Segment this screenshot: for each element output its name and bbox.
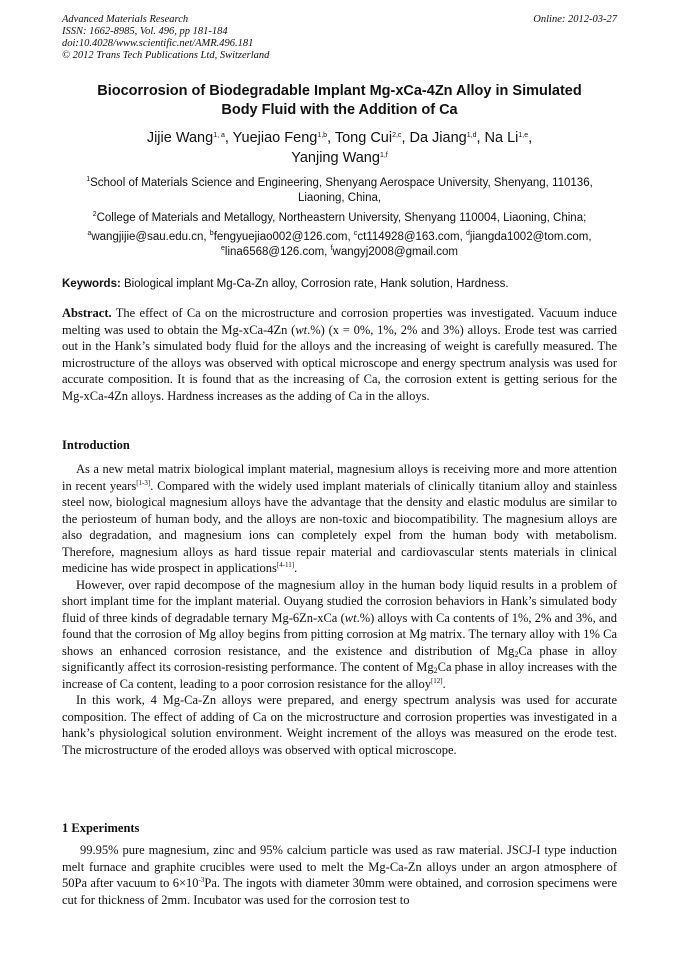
citation: [4-11] xyxy=(276,561,295,569)
email-address: ct114928@163.com, xyxy=(357,231,467,243)
keywords-text: Biological implant Mg-Ca-Zn alloy, Corrosion rate, Hank solution, Hardness. xyxy=(120,278,509,290)
abstract xyxy=(62,305,617,404)
abstract-text: The effect of Ca on the microstructure and corrosion properties was investigated. Vacuum induce melting was used to obtain the Mg-xCa-4Zn ( xyxy=(62,306,617,337)
email-address: jiangda1002@tom.com, xyxy=(469,231,592,243)
author-list xyxy=(62,128,617,168)
citation: [1-3] xyxy=(136,478,151,487)
paragraph-text: Ca phase in alloy increases with the increase of Ca content, leading to a poor corrosion resistance for the alloy xyxy=(62,660,617,691)
email-address: wangjijie@sau.edu.cn, xyxy=(91,231,210,243)
paragraph-italic: wt xyxy=(344,610,357,625)
subscript: 2 xyxy=(514,649,519,659)
introduction-body xyxy=(62,461,617,758)
exponent: -3 xyxy=(198,876,205,884)
issn-line: ISSN: 1662-8985, Vol. 496, pp 181-184 xyxy=(62,26,228,37)
email-mark: e xyxy=(221,245,225,252)
introduction-heading: Introduction xyxy=(62,438,130,452)
paragraph-text: 99.95% pure magnesium, zinc and 95% calcium particle was used as raw material. JSCJ-I type induction melt furnace and graphite crucibles were used to melt the Mg-Ca-Zn alloys under an argon atmosphere of 50Pa after vacuum to 6×10 xyxy=(62,843,617,890)
author-affil-mark: 1,b xyxy=(317,132,328,139)
subscript: 2 xyxy=(433,666,438,675)
author-name: , Tong Cui xyxy=(327,130,393,146)
intro-paragraph-1 xyxy=(62,461,617,577)
intro-paragraph-3: In this work, 4 Mg-Ca-Zn alloys were prepared, and energy spectrum analysis was used for accurate composition. The effect of adding of Ca on the microstructure and corrosion properties was investigated in a hank’s physiological solution environment. Weight increment of the alloys was measured on the erode test. The microstructure of the eroded alloys was observed with optical microscope. xyxy=(62,693,617,757)
paragraph-text: .%) alloys with Ca contents of 1%, 2% and 3%, and found that the corrosion of Mg alloy begins from pitting corrosion at Mg matrix. The ternary alloy with 1% Ca shows an enhanced corrosion resistance, and the existence and distribution of Mg xyxy=(62,610,617,658)
email-mark: b xyxy=(209,230,214,237)
affiliation-mark: 1 xyxy=(86,176,91,183)
keywords-line xyxy=(62,277,617,292)
email-address: lina6568@126.com, xyxy=(224,246,331,258)
author-name: , Da Jiang xyxy=(401,130,467,146)
experiments-body xyxy=(62,842,617,908)
email-address: fengyuejiao002@126.com, xyxy=(213,231,354,243)
email-mark: d xyxy=(466,230,470,237)
online-date: Online: 2012-03-27 xyxy=(533,14,617,25)
citation: [12] xyxy=(430,676,443,685)
title-line-1: Biocorrosion of Biodegradable Implant Mg-xCa-4Zn Alloy in Simulated xyxy=(97,83,582,99)
affiliation-text: College of Materials and Metallogy, Northeastern University, Shenyang 110004, Liaoning, China; xyxy=(96,212,587,224)
affiliation-text: School of Materials Science and Engineering, Shenyang Aerospace University, Shenyang, 110136, Liaoning, China, xyxy=(90,177,593,204)
journal-header xyxy=(62,14,617,62)
title-line-2: Body Fluid with the Addition of Ca xyxy=(221,102,458,118)
copyright-line: © 2012 Trans Tech Publications Ltd, Switzerland xyxy=(62,50,270,61)
abstract-italic: wt xyxy=(295,322,308,337)
affiliation-2 xyxy=(62,211,617,226)
author-name: Yanjing Wang xyxy=(291,150,380,166)
doi-line: doi:10.4028/www.scientific.net/AMR.496.181 xyxy=(62,38,254,49)
affiliation-1 xyxy=(62,176,617,206)
paper-title xyxy=(62,82,617,120)
author-affil-mark: 1,e xyxy=(518,132,529,139)
paragraph-text: Ca phase in alloy significantly affect its corrosion-resisting performance. The content of Mg xyxy=(62,643,617,674)
abstract-text: .%) (x = 0%, 1%, 2% and 3%) alloys. Erode test was carried out in the Hank’s simulated body fluid for the alloys and the increasing of weight is carefully measured. The microstructure of the alloys was observed with optical microscope and energy spectrum analysis was used for accurate composition. It is found that as the increasing of Ca, the corrosion extent is getting serious for the Mg-xCa-4Zn alloys. Hardness increases as the adding of Ca in the alloys. xyxy=(62,322,618,403)
abstract-label: Abstract. xyxy=(62,306,112,320)
keywords-label: Keywords: xyxy=(62,278,121,290)
author-affil-mark: 1,d xyxy=(466,132,477,139)
author-emails xyxy=(62,230,617,260)
paragraph-text: . xyxy=(294,561,298,575)
affiliation-mark: 2 xyxy=(92,211,97,218)
author-line-1 xyxy=(62,128,617,148)
author-affil-mark: 2,c xyxy=(392,132,402,139)
intro-paragraph-2 xyxy=(62,577,617,693)
experiments-heading: 1 Experiments xyxy=(62,821,140,835)
email-address: wangyj2008@gmail.com xyxy=(332,246,458,258)
author-name: , Yuejiao Feng xyxy=(224,130,318,146)
email-mark: c xyxy=(353,230,358,237)
author-affil-mark: 1,f xyxy=(379,152,388,159)
author-line-2 xyxy=(62,148,617,168)
paragraph-text: Pa. The ingots with diameter 30mm were obtained, and corrosion specimens were cut for thickness of 2mm. Incubator was used for the corrosion test to xyxy=(62,876,617,907)
paragraph-text: . xyxy=(442,676,446,691)
paragraph-text: . Compared with the widely used implant materials of clinically titanium alloy and stainless steel now, biological magnesium alloys have the advantage that the density and elastic modulus are similar to the periosteum of human body, and the alloys are non-toxic and biocompatibility. The magnesium alloys are also degradation, and magnesium ions can completely expel from the human body with metabolism. Therefore, magnesium alloys as hard tissue repair material and cardiovascular stents materials in clinical medicine has wide prospect in applications xyxy=(62,478,617,575)
journal-name: Advanced Materials Research xyxy=(62,14,189,25)
author-affil-mark: 1, a xyxy=(213,132,225,139)
email-mark: a xyxy=(87,230,92,237)
author-name: Jijie Wang xyxy=(146,130,214,146)
paragraph-text: As a new metal matrix biological implant material, magnesium alloys is receiving more and more attention in recent years xyxy=(62,462,617,493)
author-separator: , xyxy=(528,130,533,146)
paragraph-text: However, over rapid decompose of the magnesium alloy in the human body liquid results in a problem of short implant time for the implant material. Ouyang studied the corrosion behaviors in Hank’s simulated body fluid of three kinds of degradable ternary Mg-6Zn-xCa ( xyxy=(62,577,617,625)
author-name: , Na Li xyxy=(476,130,519,146)
email-mark: f xyxy=(330,245,333,252)
